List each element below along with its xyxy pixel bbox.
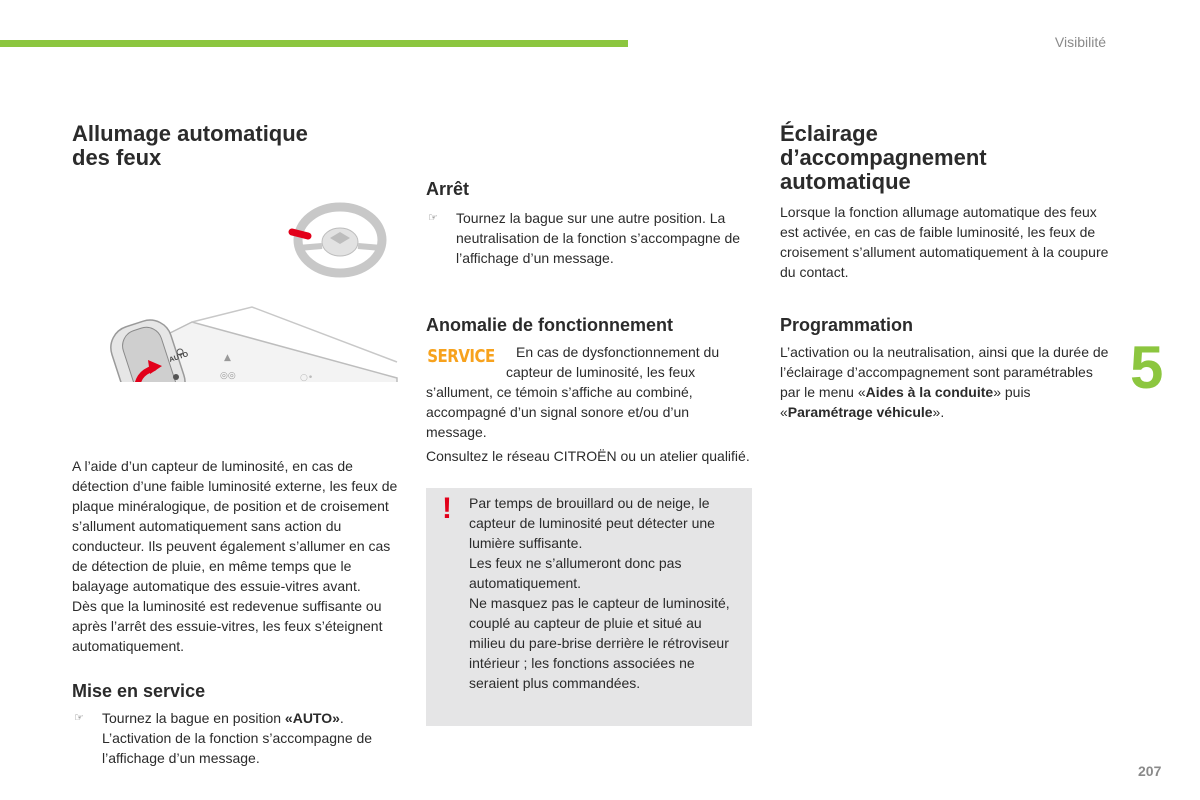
menu-aides-conduite: Aides à la conduite [865,384,994,400]
auto-ring-label: AUTO [168,351,190,364]
automatic-lighting-title: Allumage automatique des feux [72,121,308,170]
service-warning-icon: SERVICE [427,345,495,367]
warning-text-no-auto: Les feux ne s’allumeront donc pas automatiquement. [469,555,682,591]
anomalie-heading: Anomalie de fonctionnement [426,315,674,335]
programmation-text: L’activation ou la neutralisation, ainsi que la durée de l’éclairage d’accompagnement sont paramétrables par le menu « [780,344,1109,400]
auto-position-label: «AUTO» [284,710,340,726]
programmation-paragraph [780,342,1110,422]
menu-parametrage-vehicule: Paramétrage véhicule [787,404,933,420]
programmation-heading: Programmation [780,315,914,335]
stalk-illustration-svg [72,202,402,382]
fog-warning-box [426,488,752,726]
arret-instruction [426,208,752,268]
bullet-arrow-icon: ☞ [428,212,438,224]
bullet-arrow-icon: ☞ [74,712,84,724]
warning-text-fog: Par temps de brouillard ou de neige, le capteur de luminosité peut détecter une lumière suffisante. [469,495,715,551]
header-accent-bar [0,40,628,47]
steering-wheel-icon [298,207,382,273]
mise-en-service-instruction [72,708,402,768]
consult-dealer-text: Consultez le réseau CITROËN ou un atelier qualifié. [426,448,750,464]
instruction-text: Tournez la bague en position [102,710,285,726]
arret-heading: Arrêt [426,179,470,199]
follow-me-home-title: Éclairage d’accompagnement automatique [780,121,987,194]
warning-text-sensor: Ne masquez pas le capteur de luminosité, couplé au capteur de pluie et situé au milieu du pare-brise derrière le rétroviseur intérieur ; les fonctions associées ne seraient plus commandées. [469,595,730,691]
anomalie-block [426,342,752,442]
svg-text:○•: ○• [300,373,314,382]
stalk-indicator-mark [292,232,308,236]
instruction-text-end: . L’activation de la fonction s’accompagne de l’affichage d’un message. [102,710,373,766]
column-stop-and-fault [426,178,752,726]
follow-me-home-paragraph: Lorsque la fonction allumage automatique des feux est activée, en cas de faible luminosité, les feux de croisement s’allument automatiquement à la coupure du contact. [780,204,1109,280]
mise-en-service-heading: Mise en service [72,681,206,701]
light-off-paragraph: Dès que la luminosité est redevenue suffisante ou après l’arrêt des essuie-vitres, les feux s’éteignent automatiquement. [72,598,383,654]
anomalie-paragraph: En cas de dysfonctionnement du capteur de luminosité, les feux s’allument, ce témoin s’affiche au combiné, accompagné d’un signal sonore et/ou d’un message. [426,344,720,440]
svg-text:▲: ▲ [224,353,231,363]
programmation-text-mid: » puis « [780,384,1031,420]
svg-text:◎◎: ◎◎ [220,371,236,381]
exclamation-icon: ! [442,492,452,525]
programmation-text-end: ». [932,404,945,420]
lighting-stalk-illustration [72,202,402,382]
intro-paragraph: A l’aide d’un capteur de luminosité, en cas de détection d’une faible luminosité externe, les feux de plaque minéralogique, de position et de croisement s’allument automatiquement sans action du conducteur. Ils peuvent également s’allumer en cas de détection de pluie, en même temps que le balayage automatique des essuie-vitres avant. [72,458,398,594]
column-automatic-lighting [72,122,402,768]
section-title: Visibilité [1054,34,1106,50]
column-follow-me-home [780,122,1110,422]
chapter-number: 5 [1130,334,1164,401]
page-number: 207 [1138,763,1162,779]
warning-text [469,493,739,693]
arret-instruction-text: Tournez la bague sur une autre position. La neutralisation de la fonction s’accompagne de l’affichage d’un message. [456,210,741,266]
